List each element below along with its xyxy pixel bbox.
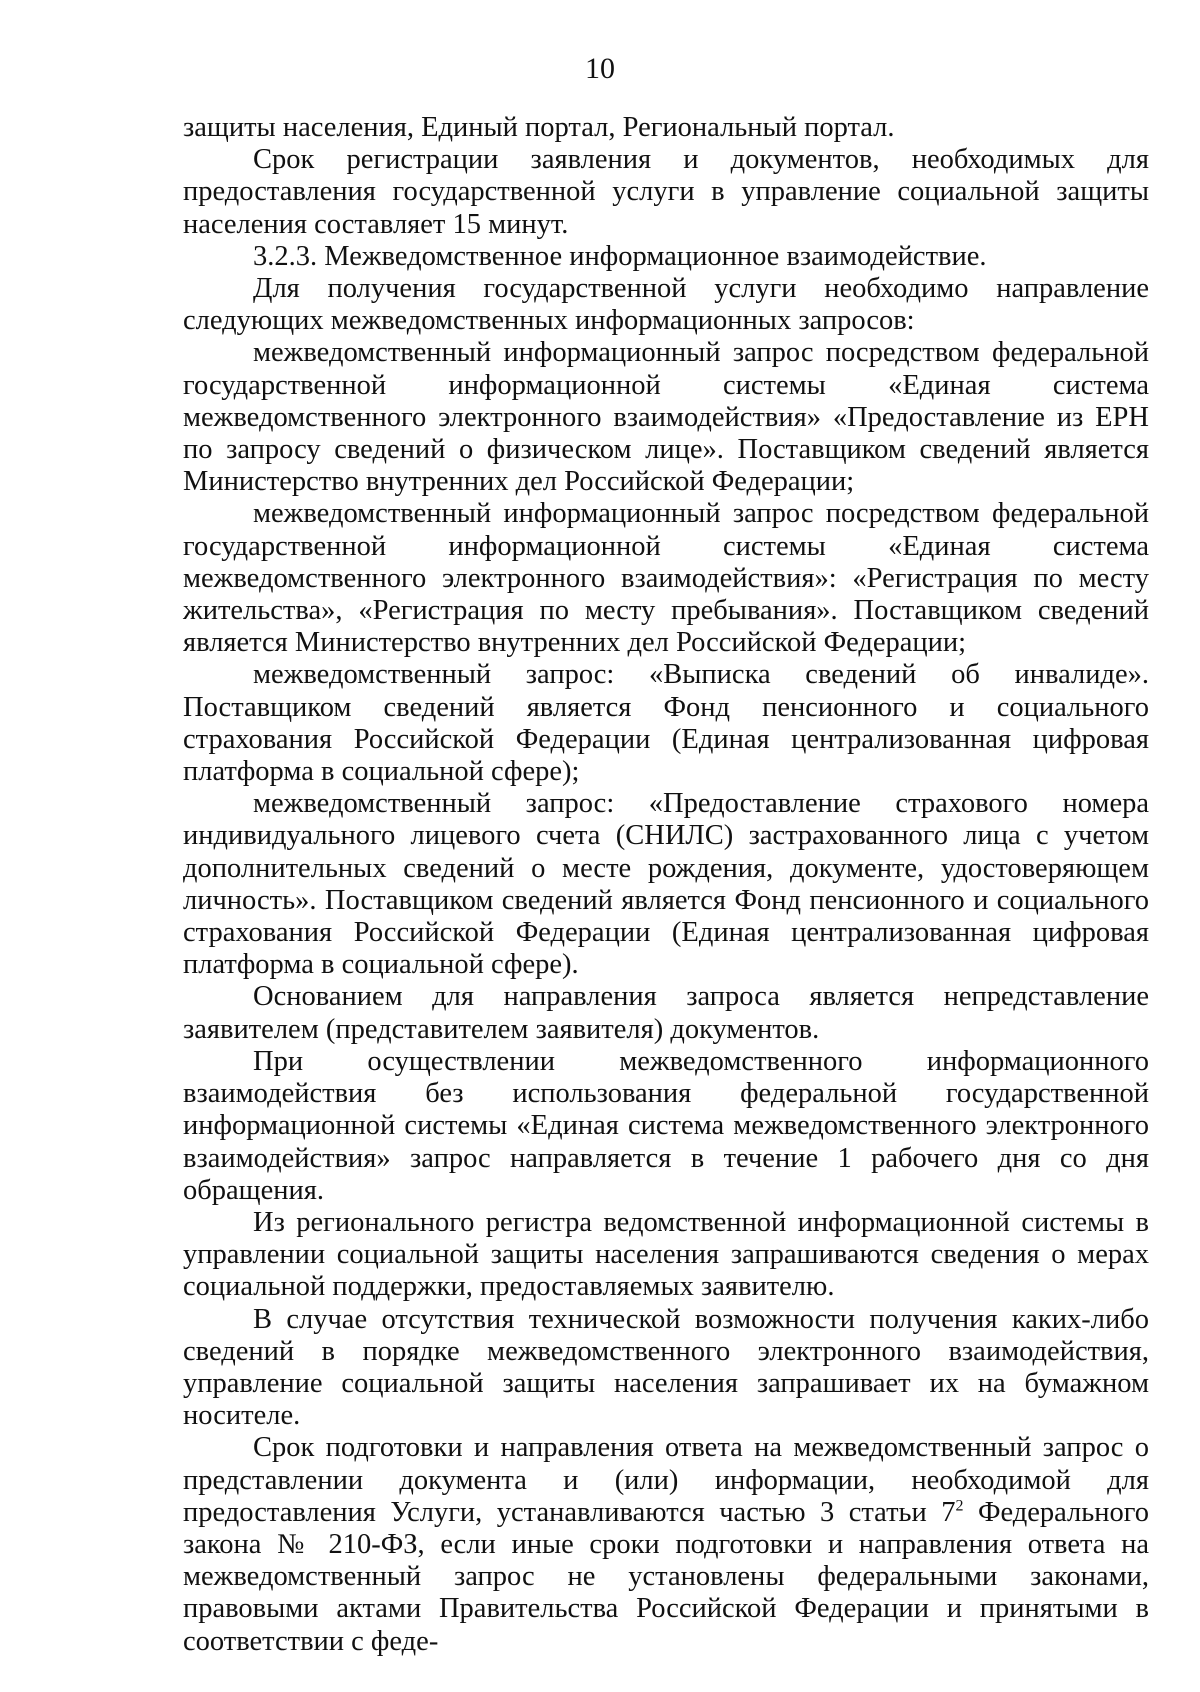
paragraph-request-registration: межведомственный информационный запрос посредством федеральной государственной информационной системы «Единая система межведомственного электронного взаимодействия»: «Регистрация по месту жительства», «Регистрация по месту пребывания». Поставщиком сведений является Министерство внутренних дел Российской Федерации; (183, 498, 1149, 659)
paragraph-response-deadline-part1: Срок подготовки и направления ответа на межведомственный запрос о представлении документа и (или) информации, необходимой для предоставления Услуги, устанавливаются частью 3 статьи 7 (183, 1432, 1149, 1528)
paragraph-response-deadline-part2: Федерального закона № 210-ФЗ, если иные сроки подготовки и направления ответа на межведомственный запрос не установлены федеральными законами, правовыми актами Правительства Российской Федерации и принятыми в соответствии с феде- (183, 1496, 1150, 1657)
paragraph-paper-request: В случае отсутствия технической возможности получения каких-либо сведений в порядке межведомственного электронного взаимодействия, управление социальной защиты населения запрашивает их на бумажном носителе. (183, 1303, 1149, 1432)
paragraph-request-deadline: При осуществлении межведомственного информационного взаимодействия без использования федеральной государственной информационной системы «Единая система межведомственного электронного взаимодействия» запрос направляется в течение 1 рабочего дня со дня обращения. (183, 1045, 1149, 1206)
paragraph-response-deadline (183, 1432, 1149, 1657)
document-body (183, 112, 1149, 1658)
paragraph-request-snils: межведомственный запрос: «Предоставление страхового номера индивидуального лицевого счета (СНИЛС) застрахованного лица с учетом дополнительных сведений о месте рождения, документе, удостоверяющем личность». Поставщиком сведений является Фонд пенсионного и социального страхования Российской Федерации (Единая централизованная цифровая платформа в социальной сфере). (183, 788, 1149, 981)
paragraph-registration-time: Срок регистрации заявления и документов, необходимых для предоставления государственной услуги в управление социальной защиты населения составляет 15 минут. (183, 144, 1149, 240)
paragraph-regional-register: Из регионального регистра ведомственной информационной системы в управлении социальной защиты населения запрашиваются сведения о мерах социальной поддержки, предоставляемых заявителю. (183, 1206, 1149, 1303)
paragraph-requests-intro: Для получения государственной услуги необходимо направление следующих межведомственных информационных запросов: (183, 273, 1149, 337)
paragraph-continuation: защиты населения, Единый портал, Региональный портал. (183, 112, 895, 143)
page-number: 10 (585, 52, 615, 85)
article-superscript: 2 (955, 1497, 964, 1515)
section-heading-3-2-3: 3.2.3. Межведомственное информационное взаимодействие. (253, 240, 987, 272)
paragraph-request-ern: межведомственный информационный запрос посредством федеральной государственной информационной системы «Единая система межведомственного электронного взаимодействия» «Предоставление из ЕРН по запросу сведений о физическом лице». Поставщиком сведений является Министерство внутренних дел Российской Федерации; (183, 337, 1149, 498)
paragraph-request-disability: межведомственный запрос: «Выписка сведений об инвалиде». Поставщиком сведений является Фонд пенсионного и социального страхования Российской Федерации (Единая централизованная цифровая платформа в социальной сфере); (183, 659, 1149, 788)
paragraph-request-basis: Основанием для направления запроса является непредставление заявителем (представителем заявителя) документов. (183, 981, 1149, 1045)
